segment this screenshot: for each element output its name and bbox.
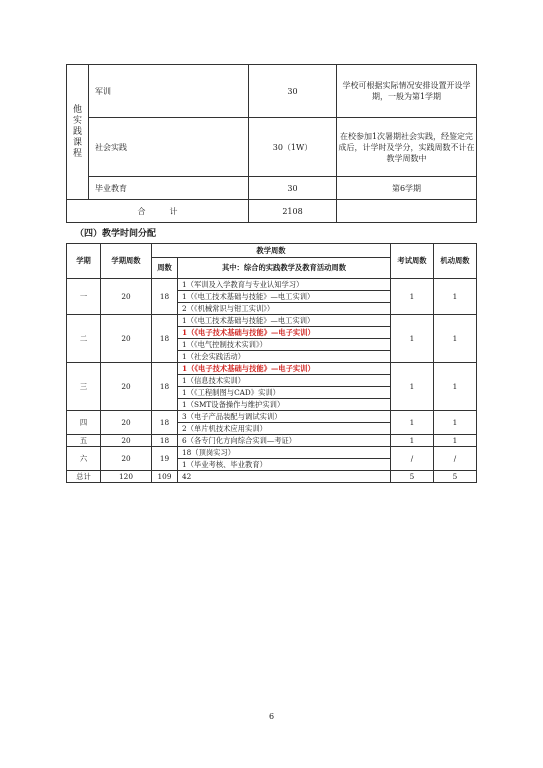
total-row (67, 200, 477, 223)
practice-activity: 18（顶岗实习） (178, 447, 391, 459)
weeks-cell: 18 (152, 315, 178, 363)
total-label: 合 计 (67, 200, 249, 223)
practice-activity: 1（《电子技术基础与技能》—电子实训） (178, 327, 391, 339)
practice-activity: 2（单片机技术应用实训） (178, 423, 391, 435)
header-term-weeks: 学期周数 (101, 244, 152, 279)
flex-weeks-cell: 1 (434, 315, 477, 363)
flex-weeks-cell: 1 (434, 435, 477, 447)
teaching-time-body (67, 279, 477, 471)
practice-course-table (66, 64, 477, 223)
page-number: 6 (268, 712, 275, 721)
term-weeks-cell: 20 (101, 447, 152, 471)
term-cell: 二 (67, 315, 101, 363)
term-weeks-cell: 20 (101, 435, 152, 447)
course-weeks: 30 (249, 177, 337, 200)
header-flex-weeks: 机动周数 (434, 244, 477, 279)
term-cell: 一 (67, 279, 101, 315)
header-exam-weeks: 考试周数 (391, 244, 434, 279)
practice-activity: 1（《电工技术基础与技能》—电工实训） (178, 291, 391, 303)
table-row (67, 65, 477, 118)
header-row (67, 244, 477, 258)
table-row (67, 363, 477, 375)
practice-activity: 1（军训及入学教育与专业认知学习） (178, 279, 391, 291)
term-cell: 四 (67, 411, 101, 435)
flex-weeks-cell: 1 (434, 363, 477, 411)
exam-weeks-cell: 1 (391, 363, 434, 411)
weeks-cell: 19 (152, 447, 178, 471)
table-row (67, 177, 477, 200)
total-value: 2108 (249, 200, 337, 223)
weeks-cell: 18 (152, 435, 178, 447)
flex-weeks-cell: 1 (434, 279, 477, 315)
term-weeks-cell: 20 (101, 315, 152, 363)
table-row (67, 315, 477, 327)
exam-weeks-cell: / (391, 447, 434, 471)
term-cell: 五 (67, 435, 101, 447)
total-label: 总计 (67, 471, 101, 483)
course-weeks: 30 (249, 65, 337, 118)
total-note (337, 200, 477, 223)
practice-activity: 2（《机械常识与钳工实训》） (178, 303, 391, 315)
weeks-cell: 18 (152, 279, 178, 315)
practice-activity: 1（社会实践活动） (178, 351, 391, 363)
header-term: 学期 (67, 244, 101, 279)
table-row (67, 279, 477, 291)
term-cell: 六 (67, 447, 101, 471)
total-row (67, 471, 477, 483)
practice-activity: 6（各专门化方向综合实训—考证） (178, 435, 391, 447)
flex-weeks-cell: / (434, 447, 477, 471)
practice-activity: 1（《电气控制技术实训》） (178, 339, 391, 351)
table-row (67, 447, 477, 459)
header-practice: 其中：综合的实践教学及教育活动周数 (178, 258, 391, 279)
header-teaching-weeks: 教学周数 (152, 244, 391, 258)
course-name: 社会实践 (89, 118, 249, 177)
total-exam: 5 (391, 471, 434, 483)
exam-weeks-cell: 1 (391, 279, 434, 315)
practice-activity: 1（信息技术实训） (178, 375, 391, 387)
term-weeks-cell: 20 (101, 411, 152, 435)
practice-activity: 1（《电子技术基础与技能》—电子实训） (178, 363, 391, 375)
term-weeks-cell: 20 (101, 279, 152, 315)
term-cell: 三 (67, 363, 101, 411)
course-name: 军训 (89, 65, 249, 118)
category-cell: 他 实 践 课 程 (67, 65, 89, 200)
course-note: 第6学期 (337, 177, 477, 200)
weeks-cell: 18 (152, 411, 178, 435)
total-flex: 5 (434, 471, 477, 483)
exam-weeks-cell: 1 (391, 411, 434, 435)
table-row (67, 411, 477, 423)
course-name: 毕业教育 (89, 177, 249, 200)
table-row (67, 118, 477, 177)
flex-weeks-cell: 1 (434, 411, 477, 435)
total-practice: 42 (178, 471, 391, 483)
weeks-cell: 18 (152, 363, 178, 411)
header-weeks: 周数 (152, 258, 178, 279)
practice-activity: 1（SMT设备操作与维护实训） (178, 399, 391, 411)
course-note: 学校可根据实际情况安排设置开设学期，一般为第1学期 (337, 65, 477, 118)
total-term-weeks: 120 (101, 471, 152, 483)
exam-weeks-cell: 1 (391, 315, 434, 363)
exam-weeks-cell: 1 (391, 435, 434, 447)
course-note: 在校参加1次暑期社会实践，经鉴定完成后，计学时及学分，实践周数不计在教学周数中 (337, 118, 477, 177)
practice-activity: 1（毕业考核、毕业教育） (178, 459, 391, 471)
practice-activity: 1（《工程制图与CAD》实训） (178, 387, 391, 399)
course-weeks: 30（1W） (249, 118, 337, 177)
section-title: （四）教学时间分配 (75, 229, 157, 239)
table-row (67, 435, 477, 447)
practice-activity: 3（电子产品装配与调试实训） (178, 411, 391, 423)
teaching-time-table (66, 243, 477, 483)
term-weeks-cell: 20 (101, 363, 152, 411)
practice-activity: 1（《电工技术基础与技能》—电工实训） (178, 315, 391, 327)
total-weeks: 109 (152, 471, 178, 483)
